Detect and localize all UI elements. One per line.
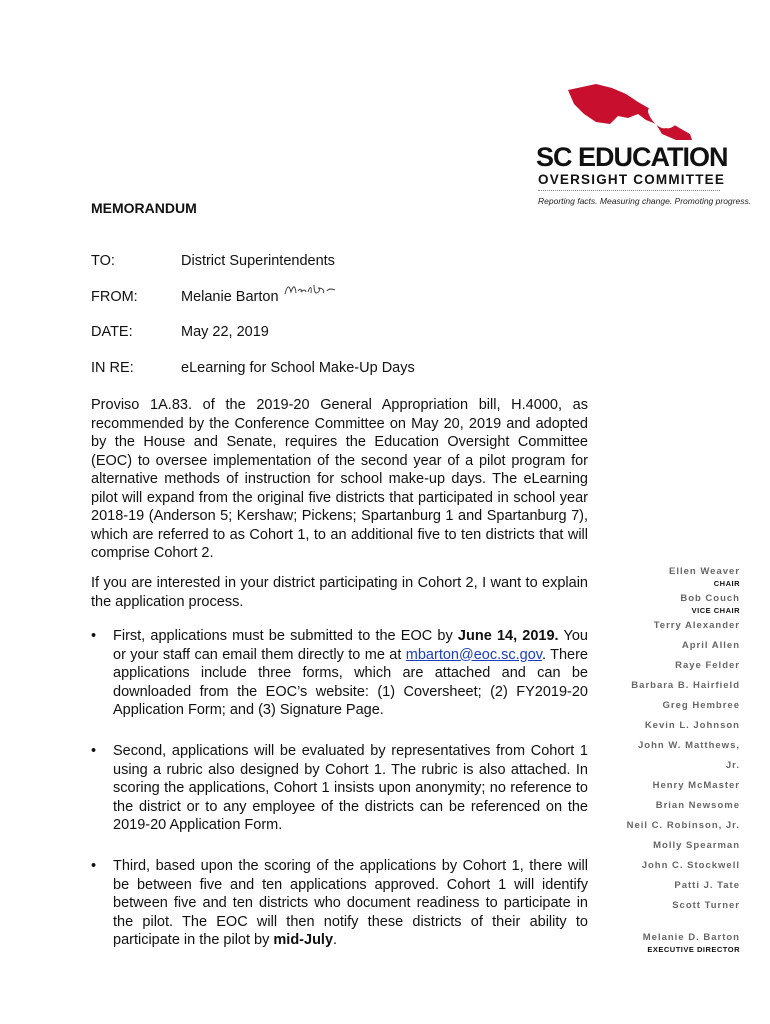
bullet-text-2: Second, applications will be evaluated by representatives from Cohort 1 using a rubric also designed by Cohort 1. The rubric is also attached. In scoring the applications, Cohort 1 insists upon anonymity; no reference to the district or to any employee of the districts can be referenced on the 2019-20 Application Form. — [113, 743, 588, 833]
chair-role: CHAIR — [713, 579, 740, 588]
board-member: Brian Newsome — [655, 800, 740, 811]
re-value: eLearning for School Make-Up Days — [181, 360, 415, 376]
date-value: May 22, 2019 — [181, 324, 269, 340]
board-member: Kevin L. Johnson — [644, 720, 740, 731]
board-member: Jr. — [725, 760, 740, 771]
logo-tagline: Reporting facts. Measuring change. Promoting progress. — [538, 196, 752, 206]
board-member: Barbara B. Hairfield — [631, 680, 740, 691]
from-value: Melanie Barton — [181, 289, 279, 305]
board-member: April Allen — [681, 640, 740, 651]
board-member: Neil C. Robinson, Jr. — [626, 820, 740, 831]
bullet-text-1: First, applications must be submitted to the EOC by June 14, 2019. You or your staff can email them directly to me at mbarton@eoc.sc.gov. There applications include three forms, which are attached and can be downloaded from the EOC’s website: (1) Coversheet; (2) FY2019-20 Application Form; and (3) Signature Page. — [113, 628, 588, 718]
executive-director-name: Melanie D. Barton — [642, 932, 740, 943]
logo-divider — [538, 190, 720, 191]
eoc-logo — [536, 84, 752, 214]
re-label: IN RE: — [91, 360, 134, 376]
to-value: District Superintendents — [181, 253, 335, 269]
chair-name: Ellen Weaver — [669, 566, 740, 577]
vice-chair-role: VICE CHAIR — [691, 606, 740, 615]
date-label: DATE: — [91, 324, 133, 340]
to-label: TO: — [91, 253, 115, 269]
email-link[interactable]: mbarton@eoc.sc.gov — [405, 646, 542, 663]
board-member: Greg Hembree — [662, 700, 740, 711]
bullet-symbol: • — [91, 628, 97, 644]
board-members-sidebar — [612, 562, 740, 955]
board-member: Molly Spearman — [653, 840, 740, 851]
from-label: FROM: — [91, 289, 138, 305]
body-paragraph-2: If you are interested in your district participating in Cohort 2, I want to explain the application process. — [91, 575, 588, 610]
board-member: Raye Felder — [675, 660, 740, 671]
logo-subtitle: OVERSIGHT COMMITTEE — [538, 172, 726, 187]
bullet-symbol: • — [91, 743, 97, 759]
bullet-text-3: Third, based upon the scoring of the applications by Cohort 1, there will be between five and ten applications approved. Cohort 1 will identify between five and ten districts who document readiness to participate in the pilot. The EOC will then notify these districts of their ability to participate in the pilot by mid-July. — [113, 858, 588, 948]
board-member: Terry Alexander — [653, 620, 740, 631]
memo-title: MEMORANDUM — [91, 200, 197, 216]
state-apple-logo-icon — [566, 84, 692, 144]
board-member: John C. Stockwell — [641, 860, 740, 871]
vice-chair-name: Bob Couch — [680, 593, 740, 604]
board-member: Scott Turner — [672, 900, 740, 911]
handwritten-signature — [283, 282, 337, 298]
logo-title: SC EDUCATION — [536, 142, 728, 172]
executive-director-role: EXECUTIVE DIRECTOR — [647, 945, 740, 954]
board-member: Patti J. Tate — [674, 880, 740, 891]
body-paragraph-1: Proviso 1A.83. of the 2019-20 General Appropriation bill, H.4000, as recommended by the Conference Committee on May 20, 2019 and adopted by the House and Senate, requires the Education Oversight Committee (EOC) to oversee implementation of the second year of a pilot program for alternative methods of instruction for school make-up days. The eLearning pilot will expand from the original five districts that participated in school year 2018-19 (Anderson 5; Kershaw; Pickens; Spartanburg 1 and Spartanburg 7), which are referred to as Cohort 1, to an additional five to ten districts that will comprise Cohort 2. — [91, 397, 588, 561]
board-member: Henry McMaster — [652, 780, 740, 791]
bullet-symbol: • — [91, 858, 97, 874]
board-member: John W. Matthews, — [638, 740, 740, 751]
